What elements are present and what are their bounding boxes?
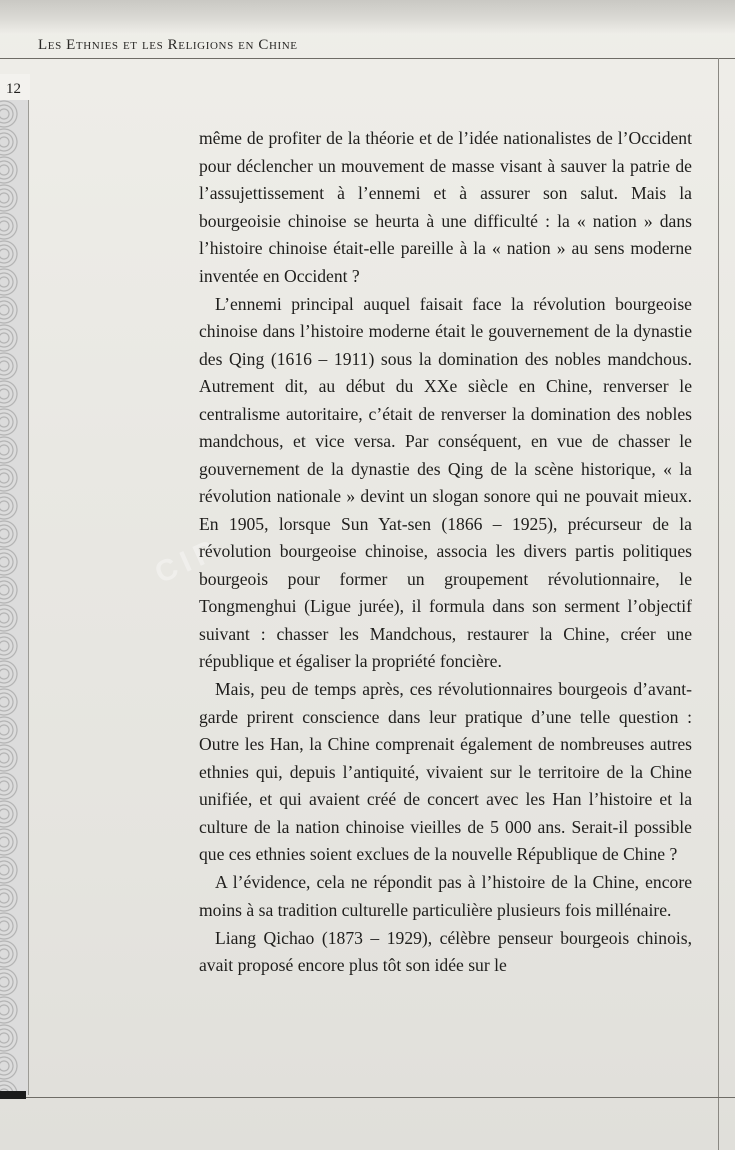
footer-dark-mark — [0, 1091, 26, 1099]
watermark: CIP — [150, 532, 226, 591]
footer-rule — [0, 1097, 735, 1098]
paragraph-3: Mais, peu de temps après, ces révolutionnaires bourgeois d’avant-garde prirent conscience dans leur pratique d’une telle question : Outre les Han, la Chine comprenait également de nombreuses autres ethnies qui, depuis l’antiquité, vivaient sur le territoire de la Chine unifiée, et qui avaient créé de concert avec les Han l’histoire et la culture de la nation chinoise vieilles de 5 000 ans. Serait-il possible que ces ethnies soient exclues de la nouvelle République de Chine ? — [199, 679, 692, 864]
running-head: Les Ethnies et les Religions en Chine — [38, 37, 298, 53]
page-top-shadow — [0, 0, 735, 34]
paragraph-1: même de profiter de la théorie et de l’idée nationalistes de l’Occident pour déclencher un mouvement de masse visant à sauver la patrie de l’assujettissement à l’ennemi et à assurer son salut. Mais la bourgeoisie chinoise se heurta à une difficulté : la « nation » dans l’histoire chinoise était-elle pareille à la « nation » au sens moderne inventée en Occident ? — [199, 128, 692, 286]
side-strip-edge — [28, 100, 29, 1095]
body-text — [199, 125, 692, 980]
paragraph-5: Liang Qichao (1873 – 1929), célèbre penseur bourgeois chinois, avait proposé encore plus tôt son idée sur le — [199, 927, 692, 975]
decorative-side-strip — [0, 100, 28, 1095]
paragraph-2: L’ennemi principal auquel faisait face la révolution bourgeoise chinoise dans l’histoire moderne était le gouvernement de la dynastie des Qing (1616 – 1911) sous la domination des nobles mandchous. Autrement dit, au début du XXe siècle en Chine, renverser le centralisme autoritaire, c’était de renverser la domination des nobles mandchous, et vice versa. Par conséquent, en vue de chasser le gouvernement de la dynastie des Qing de la scène historique, « la révolution nationale » devint un slogan sonore qui ne pouvait mieux. En 1905, lorsque Sun Yat-sen (1866 – 1925), précurseur de la révolution bourgeoise chinoise, associa les divers partis politiques bourgeois pour former un groupement révolutionnaire, le Tongmenghui (Ligue jurée), il formula dans son serment l’objectif suivant : chasser les Mandchous, restaurer la Chine, créer une république et égaliser la propriété foncière. — [199, 293, 692, 671]
header-rule — [0, 58, 735, 59]
page-number: 12 — [6, 81, 21, 97]
paragraph-4: A l’évidence, cela ne répondit pas à l’histoire de la Chine, encore moins à sa tradition culturelle particulière plusieurs fois millénaire. — [199, 872, 692, 920]
right-frame-line — [718, 58, 719, 1150]
